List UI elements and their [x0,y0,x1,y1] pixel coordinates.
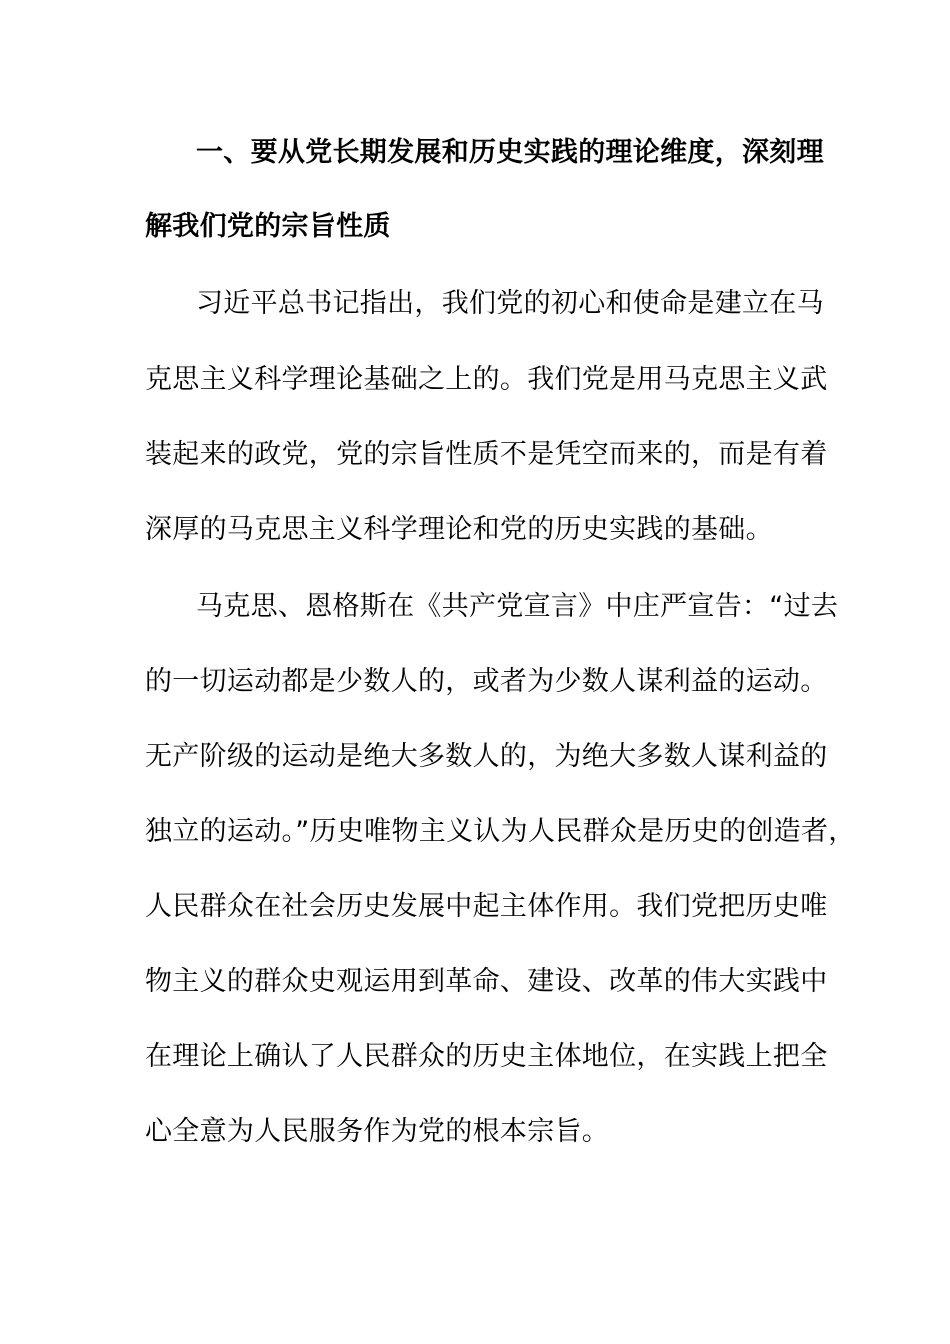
paragraph-1-line-1: 习近平总书记指出，我们党的初心和使命是建立在马 [196,288,824,319]
paragraph-2-line-5: 人民群众在社会历史发展中起主体作用。我们党把历史唯 [145,891,828,922]
paragraph-2-line-6: 物主义的群众史观运用到革命、建设、改革的伟大实践中 [145,966,828,997]
paragraph-1-line-2: 克思主义科学理论基础之上的。我们党是用马克思主义武 [145,364,828,395]
paragraph-2-line-7: 在理论上确认了人民群众的历史主体地位，在实践上把全 [145,1041,828,1072]
paragraph-2-line-8: 心全意为人民服务作为党的根本宗旨。 [145,1116,610,1147]
paragraph-1-line-3: 装起来的政党，党的宗旨性质不是凭空而来的，而是有着 [145,439,828,470]
paragraph-2-line-1: 马克思、恩格斯在《共产党宣言》中庄严宣告：“过去 [196,591,839,622]
paragraph-2-line-4: 独立的运动。”历史唯物主义认为人民群众是历史的创造者， [145,816,856,847]
section-heading-line-2: 解我们党的宗旨性质 [145,211,391,242]
paragraph-1-line-4: 深厚的马克思主义科学理论和党的历史实践的基础。 [145,514,773,545]
paragraph-2-line-3: 无产阶级的运动是绝大多数人的，为绝大多数人谋利益的 [145,741,828,772]
section-heading-line-1: 一、要从党长期发展和历史实践的理论维度，深刻理 [196,137,824,168]
paragraph-2-line-2: 的一切运动都是少数人的，或者为少数人谋利益的运动。 [145,666,828,697]
